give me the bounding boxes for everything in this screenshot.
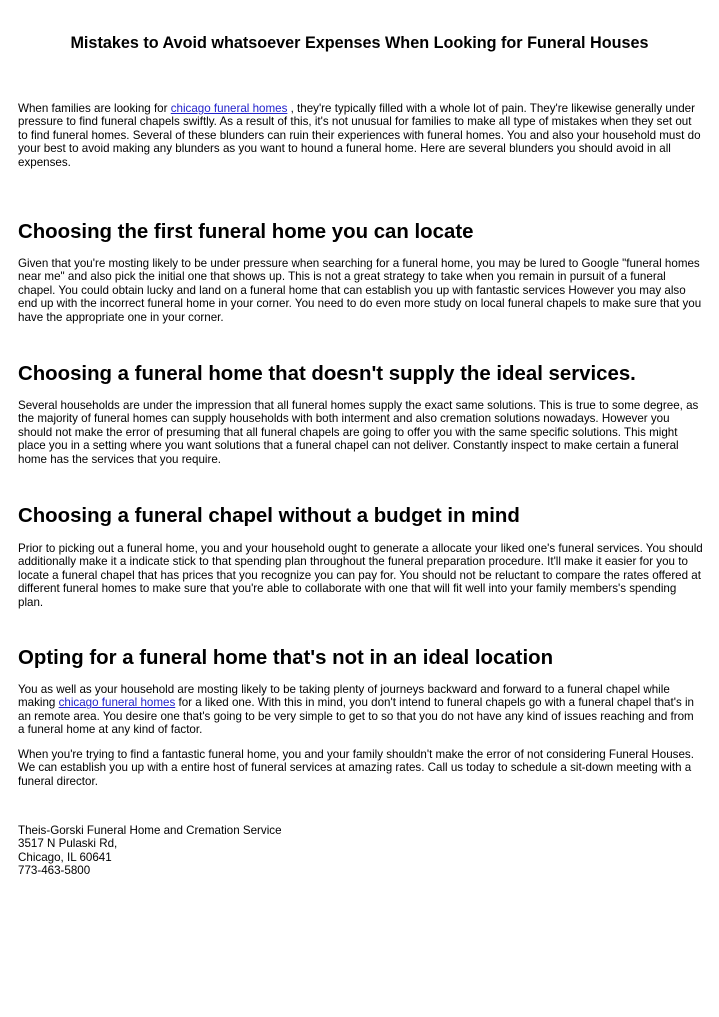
section-heading-ideal-services: Choosing a funeral home that doesn't supply the ideal services.: [18, 363, 636, 385]
business-name: Theis-Gorski Funeral Home and Cremation Service: [18, 824, 282, 837]
city-state-zip: Chicago, IL 60641: [18, 850, 112, 864]
intro-text-after-link: , they're typically filled with a whole lot of pain. They're likewise generally under pressure to find funeral chapels swiftly. As a result of this, it's not unusual for families to make all type of mistakes when they set out to find funeral homes. Several of these blunders can ruin their experiences with funeral homes. You and also your household must do your best to avoid making any blunders as you want to hound a funeral home. Here are several blunders you should avoid in all expenses.: [18, 102, 701, 169]
business-address: [18, 824, 282, 878]
closing-paragraph: When you're trying to find a fantastic funeral home, you and your family shouldn't make the error of not considering Funeral Houses. We can establish you up with a entire host of funeral services at amazing rates. Call us today to schedule a sit-down meeting with a funeral director.: [18, 748, 694, 788]
chicago-funeral-homes-link[interactable]: chicago funeral homes: [170, 102, 288, 115]
intro-paragraph: [18, 102, 703, 169]
section-heading-first-funeral-home: Choosing the first funeral home you can locate: [18, 221, 474, 243]
location-text-before-link: You as well as your household are mosting likely to be taking plenty of journeys backward and forward to a funeral chapel while making: [18, 683, 670, 710]
phone-number: 773-463-5800: [18, 864, 91, 878]
document-title: Mistakes to Avoid whatsoever Expenses When Looking for Funeral Houses: [70, 34, 649, 52]
location-text-after-link: for a liked one. With this in mind, you don't intend to funeral chapels go with a funeral chapel that's in an remote area. You desire one that's going to be very simple to get to so that you do not have any kind of issues reaching and from a funeral home at any kind of factor.: [18, 696, 694, 737]
section-heading-location: Opting for a funeral home that's not in an ideal location: [18, 647, 554, 669]
section-heading-budget: Choosing a funeral chapel without a budget in mind: [18, 505, 520, 527]
street-address: 3517 N Pulaski Rd,: [18, 837, 118, 851]
section-body-first-funeral-home: Given that you're mosting likely to be under pressure when searching for a funeral home, you may be lured to Google "funeral homes near me" and also pick the initial one that shows up. This is not a great strategy to take when you remain in pursuit of a funeral chapel. You could obtain lucky and land on a funeral home that can establish you up with fantastic services However you may also end up with the incorrect funeral home in your corner. You need to do even more study on local funeral chapels to make sure that you have the appropriate one in your corner.: [18, 257, 702, 324]
section-body-ideal-services: Several households are under the impression that all funeral homes supply the exact same solutions. This is true to some degree, as the majority of funeral homes can supply households with both interment and also cremation solutions nowadays. However you should not make the error of presuming that all funeral chapels are going to offer you with the same specific solutions. This might place you in a setting where you want solutions that a funeral chapel can not deliver. Constantly inspect to make certain a funeral home has the services that you require.: [18, 399, 699, 466]
section-body-location: [18, 683, 703, 737]
section-body-budget: Prior to picking out a funeral home, you and your household ought to generate a allocate your liked one's funeral services. You should additionally make it a indicate stick to that spending plan throughout the funeral preparation procedure. It'll make it easier for you to locate a funeral chapel that has prices that you recognize you can pay for. You should not be reluctant to compare the rates offered at different funeral homes to make sure that you're able to collaborate with one that will fit well into your family members's spending plan.: [18, 542, 703, 609]
intro-text-before-link: When families are looking for: [18, 102, 171, 115]
chicago-funeral-homes-inline-link[interactable]: chicago funeral homes: [58, 696, 176, 710]
